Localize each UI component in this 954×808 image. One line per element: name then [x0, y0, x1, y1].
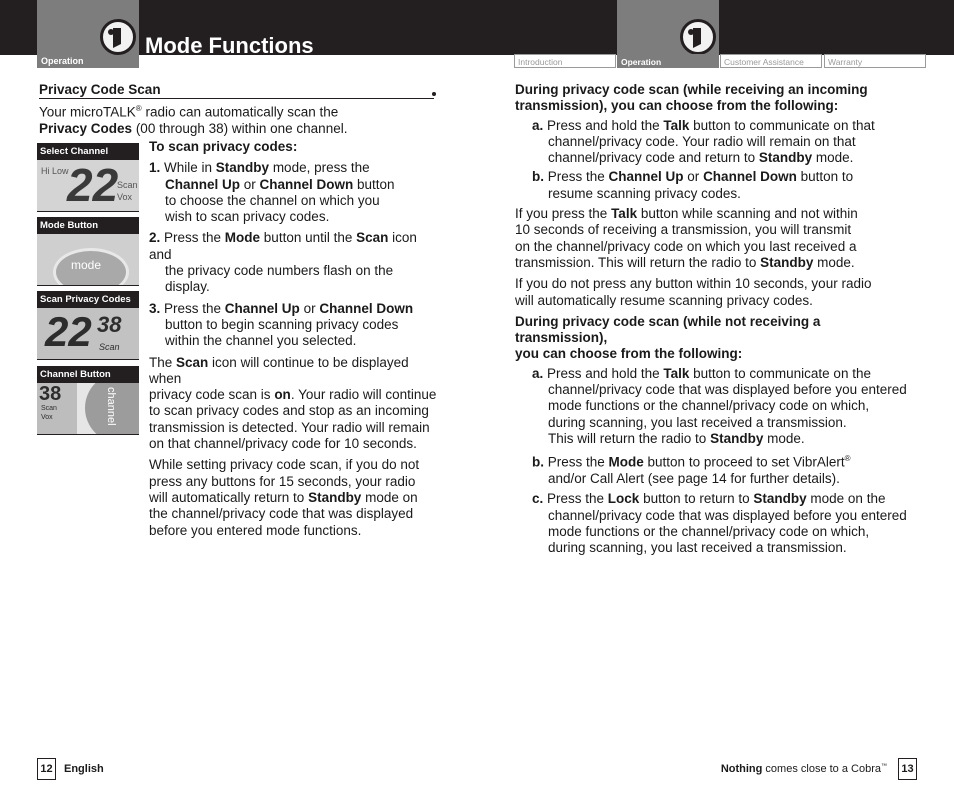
right-column-text: During privacy code scan (while receiving an incoming transmission), you can choose from the following: a. Press and hold the Talk button to communicate on that channel/privacy code. Your radio will remain on that channel/privacy code and return to Standby mode. b. Press the Channel Up or Channel Down button to resume scanning privacy codes. If you press the Talk button while scanning and not within 10 seconds of receiving a transmission, you will transmit on the channel/privacy code on which you last received a transmission. This will return the radio to Standby mode. If you do not press any button within 10 seconds, your radio will automatically resume scanning privacy codes. During privacy code scan (while not receiving a transmission), you can choose from the following: a. Press and hold the Talk button to communicate on the channel/privacy code that was displayed before you entered mode functions or the channel/privacy code on which, during scanning, you last received a transmission. This will return the radio to Standby mode. b. Press the Mode button to proceed to set VibrAlert® and/or Call Alert (see page 14 for further details). c. Press the Lock button to return to Standby mode on the channel/privacy code that was displayed before you entered mode functions or the channel/privacy code on which, during scanning, you last received a transmission.: [515, 82, 915, 557]
receiving-heading: During privacy code scan (while receiving an incoming: [515, 82, 868, 97]
image-channel-button: [37, 366, 139, 434]
nav-introduction[interactable]: Introduction: [514, 54, 616, 68]
step-3: 3. Press the Channel Up or Channel Down: [149, 300, 414, 316]
step-2: 2. Press the Mode button until the Scan icon and: [149, 230, 417, 262]
left-page-number: 12: [37, 758, 56, 780]
talk-paragraph: If you press the Talk button while scanning and not within: [515, 206, 858, 222]
page-title: Mode Functions: [145, 33, 314, 58]
resume-paragraph: If you do not press any button within 10 seconds, your radio: [515, 276, 872, 292]
cobra-operation-icon: [100, 19, 136, 55]
nav-operation[interactable]: Operation: [617, 54, 719, 68]
lcd-scan-image: 22 38 Scan: [37, 308, 139, 360]
nav-customer-assistance[interactable]: Customer Assistance: [720, 54, 822, 68]
timeout-paragraph: While setting privacy code scan, if you do not: [149, 457, 420, 473]
scan-icon-paragraph: The Scan icon will continue to be displayed when: [149, 354, 409, 386]
option-b-receiving: b. Press the Channel Up or Channel Down button to: [532, 169, 854, 185]
language-label: English: [64, 763, 104, 775]
caption-select-channel: Select Channel: [37, 143, 139, 160]
not-receiving-heading: During privacy code scan (while not receiving a transmission),: [515, 313, 821, 346]
cobra-tagline: Nothing comes close to a Cobra™: [720, 763, 887, 775]
section-rule-dot: [432, 92, 436, 96]
option-a-not-receiving: a. Press and hold the Talk button to communicate on the: [532, 365, 871, 381]
caption-scan-privacy-codes: Scan Privacy Codes: [37, 291, 139, 308]
option-a-receiving: a. Press and hold the Talk button to communicate on that: [532, 117, 875, 133]
lcd-display-image: Hi Low 22 Scan Vox: [37, 160, 139, 212]
image-select-channel: [37, 143, 139, 211]
header-bar: [0, 0, 954, 55]
option-b-not-receiving: b. Press the Mode button to proceed to set VibrAlert®: [532, 454, 851, 470]
left-tab-label: Operation: [41, 56, 84, 66]
nav-warranty[interactable]: Warranty: [824, 54, 926, 68]
scan-instructions: To scan privacy codes: 1. While in Standby mode, press the Channel Up or Channel Down button to choose the channel on which you wish to scan privacy codes. 2. Press the Mode button until the Scan icon and the privacy code numbers flash on the display. 3. Press the Channel Up or Channel Down button to begin scanning privacy codes within the channel you selected. The Scan icon will continue to be displayed when privacy code scan is on. Your radio will continue to scan privacy codes and stop as an incoming transmission is detected. Your radio will remain on that channel/privacy code for 10 seconds. While setting privacy code scan, if you do not press any buttons for 15 seconds, your radio will automatically return to Standby mode on the channel/privacy code that was displayed before you entered mode functions.: [149, 139, 441, 539]
intro-paragraph: Your microTALK® radio can automatically scan the Privacy Codes (00 through 38) within one channel.: [39, 104, 348, 136]
right-page-number: 13: [898, 758, 917, 780]
step-1: 1. While in Standby mode, press the: [149, 160, 370, 176]
image-scan-privacy-codes: [37, 291, 139, 359]
channel-button-image: 38 Scan Vox channel: [37, 383, 139, 435]
cobra-operation-icon-right: [680, 19, 716, 55]
caption-channel-button: Channel Button: [37, 366, 139, 383]
image-mode-button: [37, 217, 139, 285]
mode-button-image: mode: [37, 234, 139, 286]
option-c-not-receiving: c. Press the Lock button to return to Standby mode on the: [532, 491, 886, 507]
section-title: Privacy Code Scan: [39, 82, 434, 99]
caption-mode-button: Mode Button: [37, 217, 139, 234]
